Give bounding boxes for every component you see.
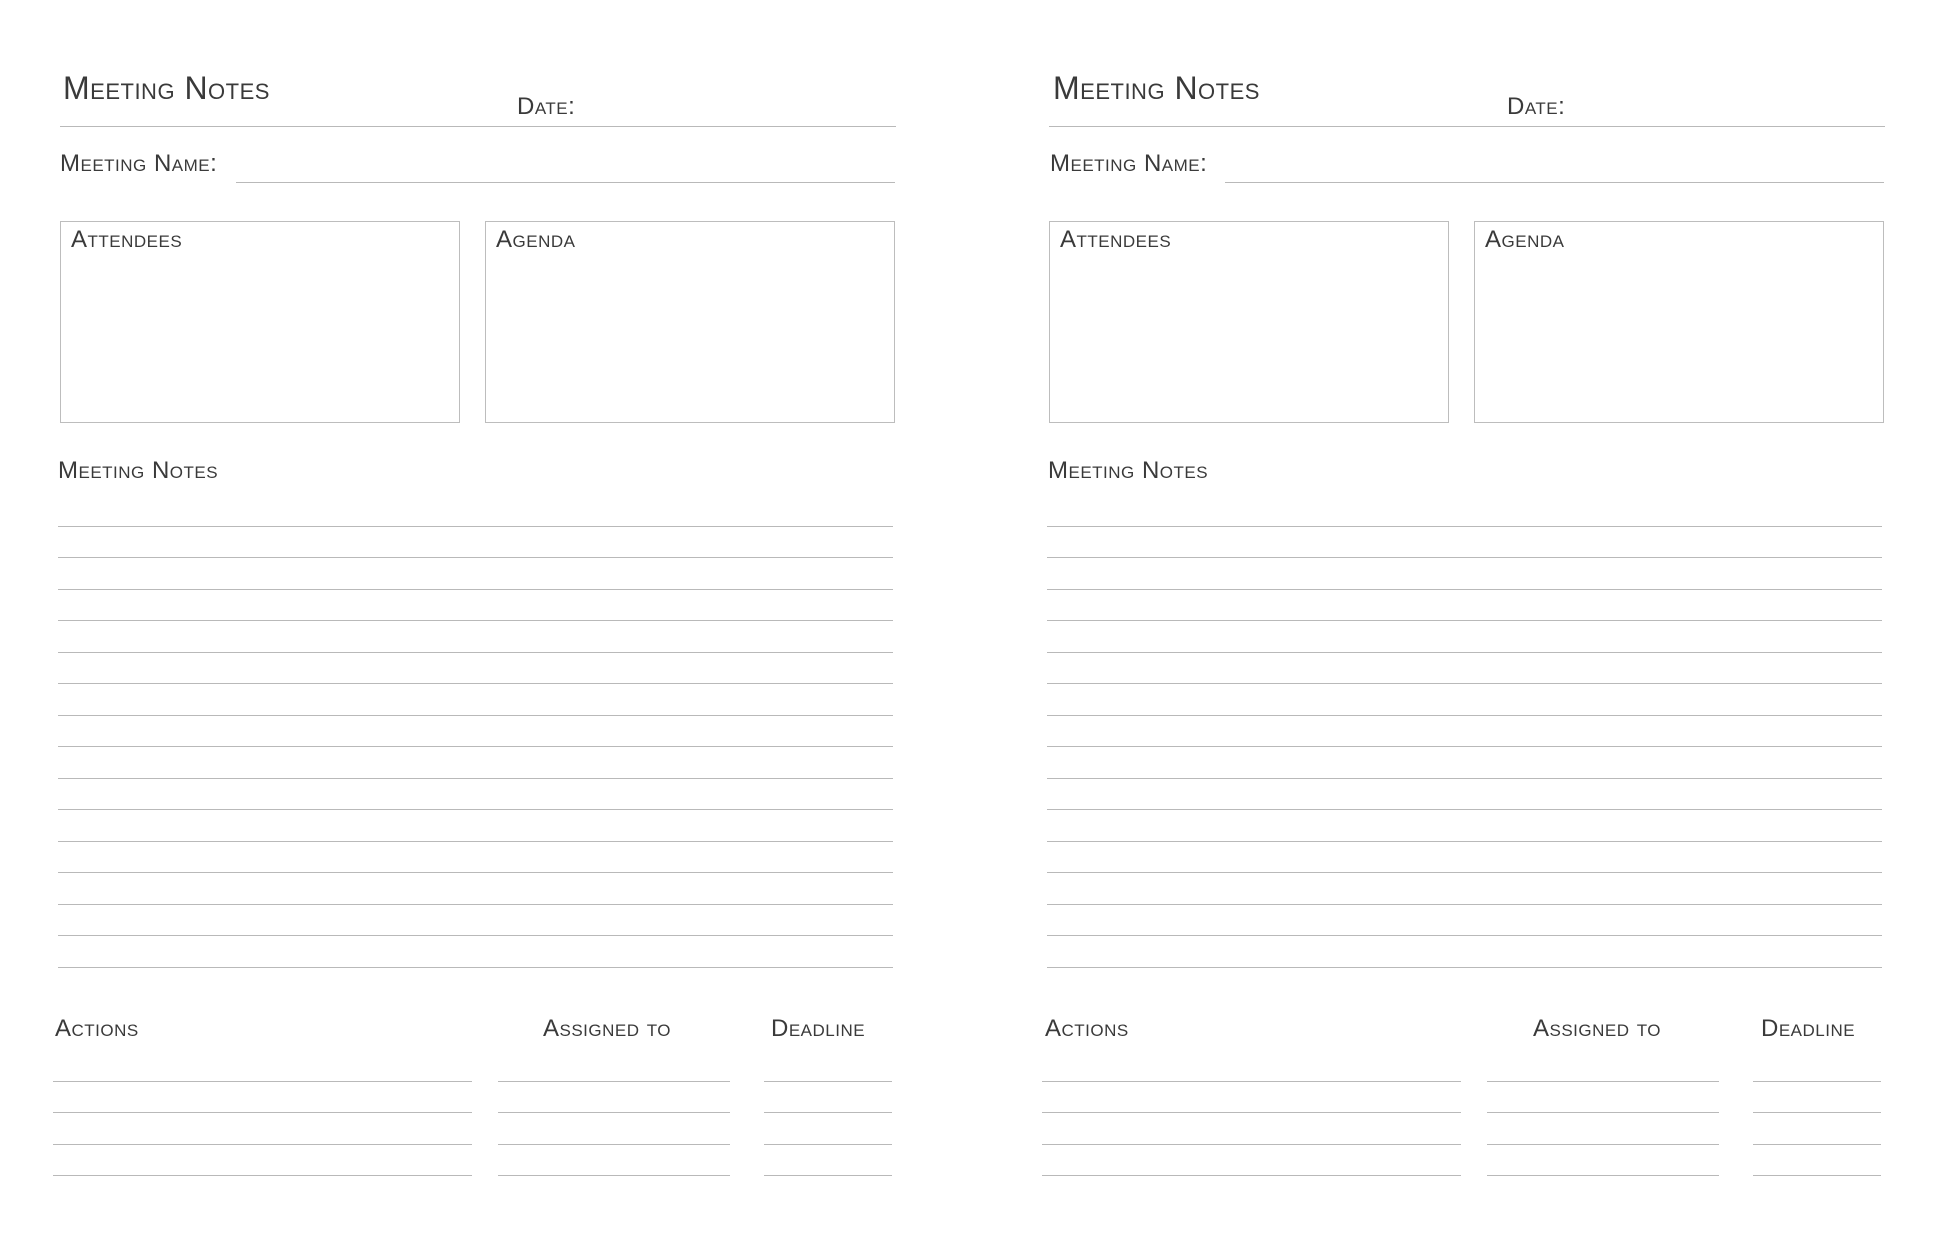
assigned-line[interactable]: [498, 1112, 730, 1113]
planner-page-right: [990, 0, 1946, 1248]
deadline-line[interactable]: [764, 1081, 892, 1082]
attendees-box[interactable]: [60, 221, 460, 423]
actions-label: Actions: [55, 1015, 139, 1042]
action-line[interactable]: [53, 1081, 472, 1082]
notes-line[interactable]: [1047, 526, 1882, 527]
notes-line[interactable]: [1047, 809, 1882, 810]
date-label: Date:: [517, 93, 576, 120]
notes-line[interactable]: [58, 652, 893, 653]
action-line[interactable]: [53, 1175, 472, 1176]
deadline-line[interactable]: [764, 1175, 892, 1176]
page-title: Meeting Notes: [63, 70, 270, 106]
actions-label: Actions: [1045, 1015, 1129, 1042]
notes-line[interactable]: [58, 872, 893, 873]
agenda-label: Agenda: [1485, 226, 1565, 253]
action-line[interactable]: [53, 1112, 472, 1113]
notes-line[interactable]: [1047, 652, 1882, 653]
deadline-line[interactable]: [1753, 1144, 1881, 1145]
assigned-line[interactable]: [498, 1175, 730, 1176]
notes-line[interactable]: [58, 935, 893, 936]
notes-line[interactable]: [58, 778, 893, 779]
notes-line[interactable]: [1047, 904, 1882, 905]
action-line[interactable]: [53, 1144, 472, 1145]
agenda-box[interactable]: [485, 221, 895, 423]
notes-line[interactable]: [1047, 967, 1882, 968]
notes-line[interactable]: [1047, 935, 1882, 936]
notes-line[interactable]: [1047, 620, 1882, 621]
action-line[interactable]: [1042, 1081, 1461, 1082]
notes-line[interactable]: [1047, 683, 1882, 684]
agenda-label: Agenda: [496, 226, 576, 253]
page-title: Meeting Notes: [1053, 70, 1260, 106]
notes-line[interactable]: [58, 715, 893, 716]
notes-line[interactable]: [1047, 778, 1882, 779]
deadline-line[interactable]: [764, 1144, 892, 1145]
header-rule: [60, 126, 896, 127]
meeting-notes-label: Meeting Notes: [58, 457, 219, 484]
meeting-notes-label: Meeting Notes: [1048, 457, 1209, 484]
assigned-line[interactable]: [1487, 1112, 1719, 1113]
assigned-line[interactable]: [1487, 1144, 1719, 1145]
action-line[interactable]: [1042, 1112, 1461, 1113]
header-rule: [1049, 126, 1885, 127]
assigned-line[interactable]: [498, 1081, 730, 1082]
meeting-name-label: Meeting Name:: [1050, 150, 1208, 177]
notes-line[interactable]: [1047, 715, 1882, 716]
notes-line[interactable]: [58, 967, 893, 968]
attendees-label: Attendees: [71, 226, 183, 253]
agenda-box[interactable]: [1474, 221, 1884, 423]
notes-line[interactable]: [58, 809, 893, 810]
action-line[interactable]: [1042, 1144, 1461, 1145]
notes-line[interactable]: [58, 620, 893, 621]
notes-line[interactable]: [1047, 557, 1882, 558]
assigned-line[interactable]: [498, 1144, 730, 1145]
deadline-label: Deadline: [1761, 1015, 1856, 1042]
deadline-line[interactable]: [764, 1112, 892, 1113]
meeting-name-line[interactable]: [236, 182, 895, 183]
notes-line[interactable]: [58, 904, 893, 905]
notes-line[interactable]: [1047, 746, 1882, 747]
notes-line[interactable]: [1047, 872, 1882, 873]
assigned-line[interactable]: [1487, 1081, 1719, 1082]
notes-line[interactable]: [58, 841, 893, 842]
notes-line[interactable]: [58, 557, 893, 558]
attendees-box[interactable]: [1049, 221, 1449, 423]
notes-line[interactable]: [58, 746, 893, 747]
notes-line[interactable]: [58, 589, 893, 590]
attendees-label: Attendees: [1060, 226, 1172, 253]
deadline-line[interactable]: [1753, 1112, 1881, 1113]
assigned-to-label: Assigned to: [543, 1015, 671, 1042]
notes-line[interactable]: [1047, 841, 1882, 842]
meeting-name-line[interactable]: [1225, 182, 1884, 183]
assigned-to-label: Assigned to: [1533, 1015, 1661, 1042]
deadline-line[interactable]: [1753, 1175, 1881, 1176]
deadline-line[interactable]: [1753, 1081, 1881, 1082]
assigned-line[interactable]: [1487, 1175, 1719, 1176]
notes-line[interactable]: [1047, 589, 1882, 590]
meeting-name-label: Meeting Name:: [60, 150, 218, 177]
deadline-label: Deadline: [771, 1015, 866, 1042]
date-label: Date:: [1507, 93, 1566, 120]
notes-line[interactable]: [58, 526, 893, 527]
action-line[interactable]: [1042, 1175, 1461, 1176]
notes-line[interactable]: [58, 683, 893, 684]
